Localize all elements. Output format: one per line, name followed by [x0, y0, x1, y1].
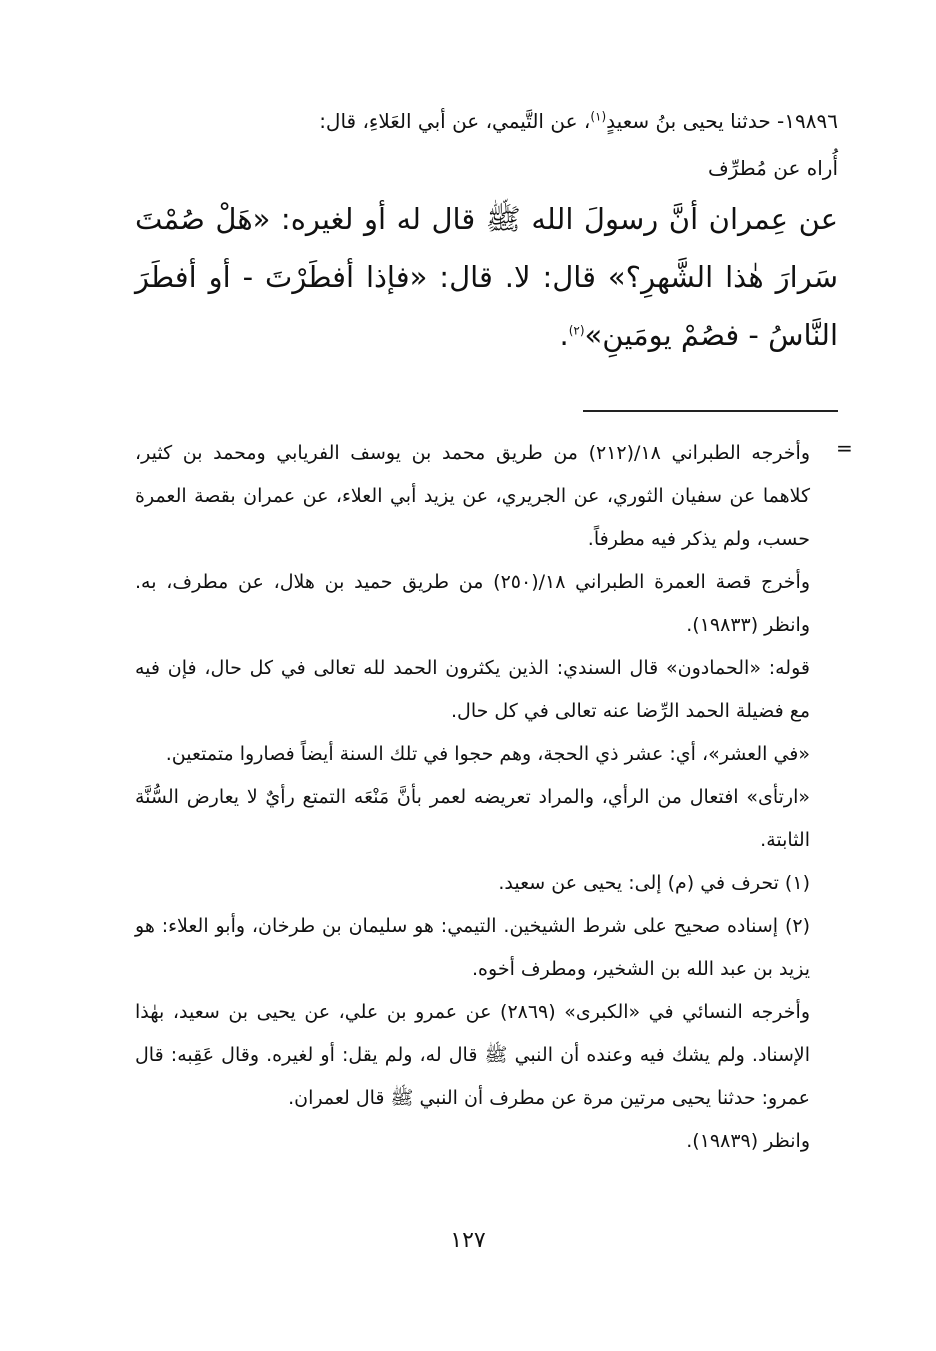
isnad-line-1: [135, 98, 838, 145]
footnote-paragraph: وانظر (١٩٨٣٩).: [686, 1130, 810, 1152]
footnote-ref-1: (١): [590, 109, 607, 124]
footnote-paragraph: وأخرجه النسائي في «الكبرى» (٢٨٦٩) عن عمرو بن علي، عن يحيى بن سعيد، بهٰذا الإسناد. ولم يشك فيه وعنده أن النبي ﷺ قال له، ولم يقل: أو لغيره. وقال عَقِبه: قال عمرو: حدثنا يحيى مرتين مرة عن مطرف أن النبي ﷺ قال لعمران.: [135, 1001, 810, 1109]
footnote-paragraph: قوله: «الحمادون» قال السندي: الذين يكثرون الحمد لله تعالى في كل حال، فإن فيه مع فضيلة الحمد الرِّضا عنه تعالى في كل حال.: [135, 657, 810, 722]
footnote-separator: [583, 410, 838, 412]
footnotes: [135, 432, 838, 1163]
footnote-paragraph: وأخرجه الطبراني ١٨/(٢١٢) من طريق محمد بن يوسف الفريابي ومحمد بن كثير، كلاهما عن سفيان الثوري، عن الجريري، عن يزيد أبي العلاء، عن عمران بقصة العمرة حسب، ولم يذكر فيه مطرفاً.: [135, 442, 810, 550]
isnad-line-2: أُراه عن مُطرِّف: [707, 156, 838, 180]
matn-text: عن عِمران أنَّ رسولَ الله ﷺ قال له أو لغيره: «هَلْ صُمْتَ سَرارَ هٰذا الشَّهرِ؟» قال: لا. قال: «فإذا أفطَرْتَ - أو أفطَرَ النَّاسُ - فصُمْ يومَينِ»: [135, 202, 838, 352]
footnote-paragraph: وأخرج قصة العمرة الطبراني ١٨/(٢٥٠) من طريق حميد بن هلال، عن مطرف، به. وانظر (١٩٨٣٣).: [135, 571, 811, 636]
footnote-paragraph: «ارتأى» افتعال من الرأي، والمراد تعريضه لعمر بأنَّ مَنْعَه التمتع رأيٌ لا يعارض السُّنَّة الثابتة.: [135, 786, 810, 851]
hadith-isnad: [135, 98, 838, 192]
continuation-mark: =: [836, 436, 853, 460]
footnote-paragraph: «في العشر»، أي: عشر ذي الحجة، وهم حجوا في تلك السنة أيضاً فصاروا متمتعين.: [165, 743, 810, 765]
page-number: ١٢٧: [450, 1228, 486, 1253]
footnote-1: (١) تحرف في (م) إلى: يحيى عن سعيد.: [498, 872, 810, 894]
matn-end: .: [559, 318, 569, 352]
footnote-ref-2: (٢): [568, 323, 585, 338]
isnad-text: ١٩٨٩٦- حدثنا يحيى بنُ سعيدٍ: [606, 109, 838, 133]
footnote-2: (٢) إسناده صحيح على شرط الشيخين. التيمي: هو سليمان بن طرخان، وأبو العلاء: هو يزيد بن عبد الله بن الشخير، ومطرف أخوه.: [135, 915, 810, 980]
isnad-text-cont: ، عن التَّيمي، عن أبي العَلاءِ، قال:: [319, 109, 591, 133]
hadith-matn: [135, 190, 838, 364]
